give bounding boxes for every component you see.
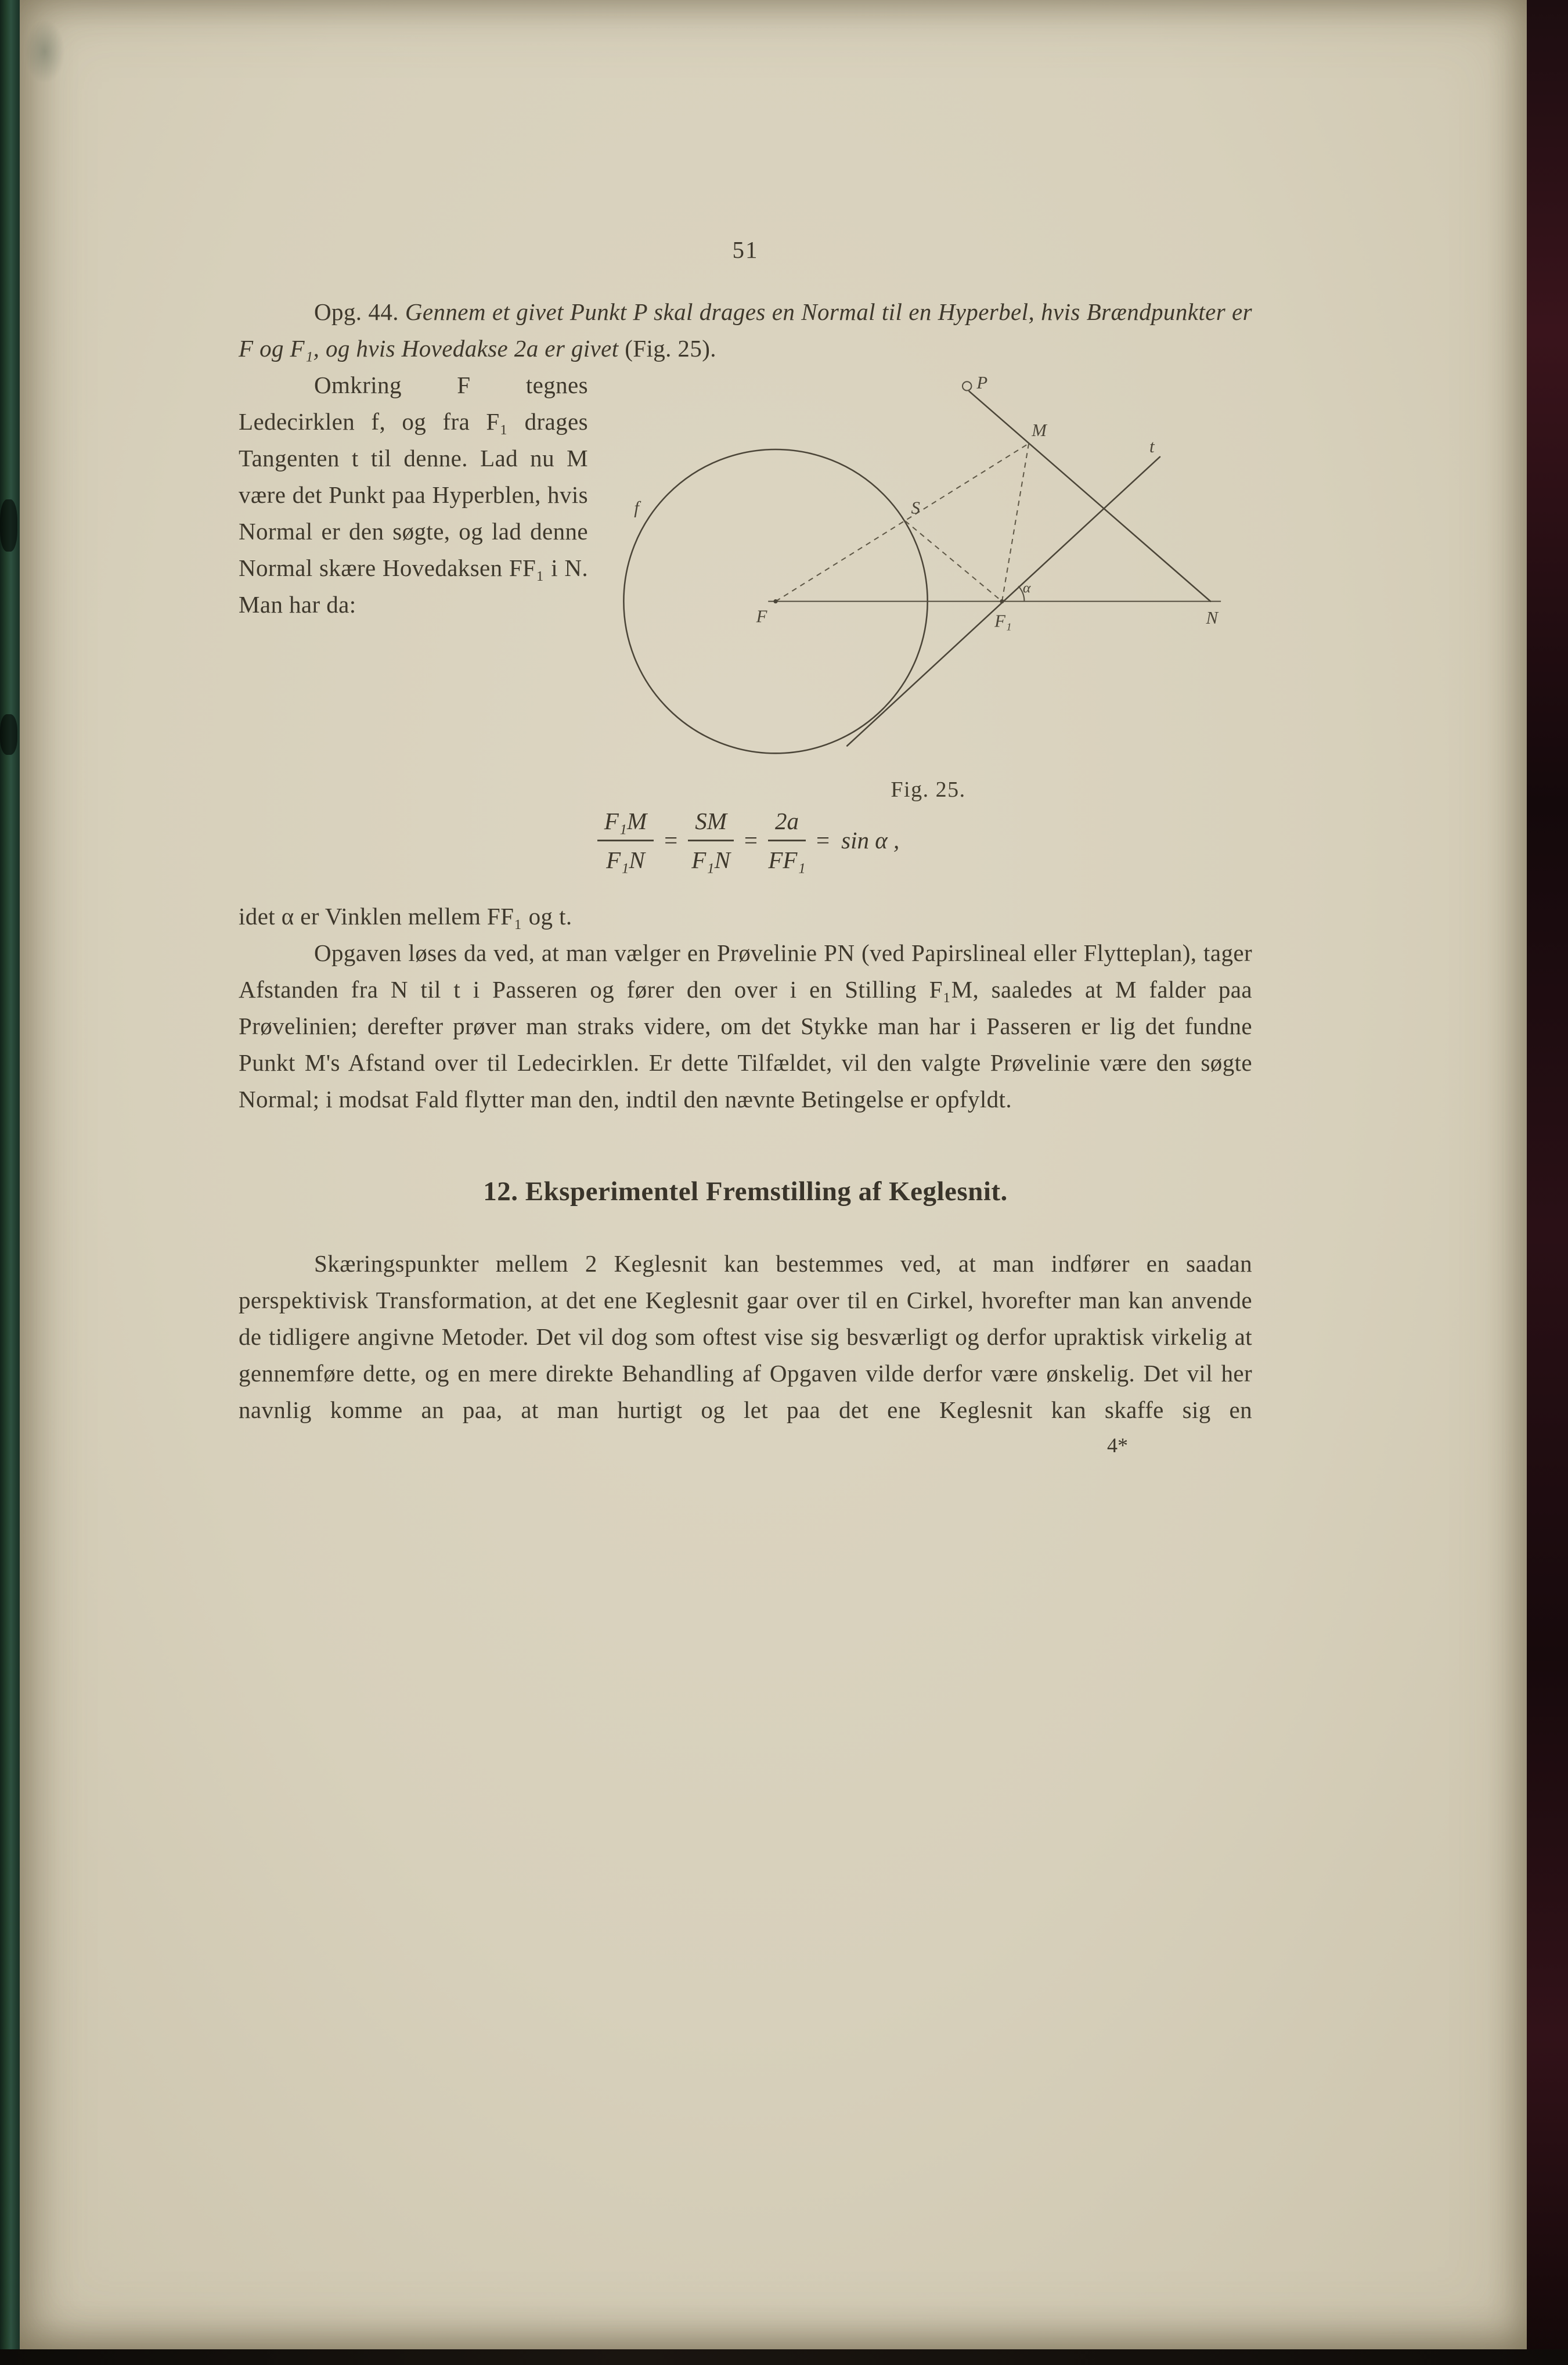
problem-statement [239, 294, 1252, 367]
point-F-dot [773, 599, 777, 603]
label-f: f [634, 498, 639, 518]
equation [239, 807, 1252, 874]
binding-mark [0, 714, 17, 755]
left-binding-strip [0, 0, 20, 2365]
binding-mark [0, 499, 17, 552]
normal-line [969, 391, 1211, 602]
fraction-1-denominator: F₁N [606, 846, 645, 873]
problem-label: Opg. 44. [314, 298, 399, 325]
right-binding-strip [1527, 0, 1568, 2365]
after-formula-paragraph: idet α er Vinklen mellem FF₁ og t. [239, 902, 572, 930]
label-alpha: α [1022, 579, 1031, 596]
problem-text: Gennem et givet Punkt P skal drages en Normal til en Hyperbel, hvis Brændpunkter er F og F₁, og hvis Hovedakse 2a er givet [239, 298, 1252, 362]
page-number: 51 [732, 236, 759, 263]
figure-25 [604, 370, 1252, 802]
point-P-marker [963, 381, 971, 390]
formula-result: sin α , [841, 827, 900, 854]
page-content [239, 0, 1252, 1457]
label-M: M [1032, 420, 1047, 440]
dashed-F-to-M-line [776, 444, 1029, 602]
equals-sign: = [816, 827, 830, 854]
equals-sign: = [664, 827, 678, 854]
fraction-2-numerator: SM [688, 807, 734, 841]
label-F1: F₁ [994, 611, 1012, 631]
figure-caption: Fig. 25. [891, 777, 966, 802]
signature-mark: 4* [1107, 1433, 1128, 1457]
point-F1-dot [1000, 599, 1004, 603]
fraction-2-denominator: F₁N [691, 846, 730, 873]
label-F: F [756, 606, 767, 627]
fraction-1-numerator: F₁M [597, 807, 654, 841]
fraction-3-denominator: FF₁ [768, 846, 806, 873]
label-N: N [1206, 608, 1218, 628]
construction-paragraph: Omkring F tegnes Ledecirklen f, og fra F₁ drages Tangenten t til denne. Lad nu M være det Punkt paa Hyperblen, hvis Normal er den søgte, og lad denne Normal skære Hovedaksen FF₁ i N. Man har da: [239, 372, 588, 618]
section-heading: 12. Eksperimentel Fremstilling af Keglesnit. [483, 1176, 1008, 1207]
label-t: t [1149, 437, 1155, 457]
book-page [20, 0, 1527, 2349]
dashed-S-to-F1-line [905, 521, 1002, 602]
fraction-1 [597, 807, 654, 874]
bottom-edge [0, 2349, 1568, 2365]
figure-reference: (Fig. 25). [625, 335, 716, 362]
fraction-2 [688, 807, 734, 874]
section-paragraph: Skæringspunkter mellem 2 Keglesnit kan bestemmes ved, at man indfører en saadan perspektivisk Transformation, at det ene Keglesnit gaar over til en Cirkel, hvorefter man kan anvende de tidligere angivne Metoder. Det vil dog som oftest vise sig besværligt og derfor upraktisk virkelig at gennemføre dette, og en mere direkte Behandling af Opgaven vilde derfor være ønskelig. Det vil her navnlig komme an paa, at man hurtigt og let paa det ene Keglesnit kan skaffe sig en [239, 1250, 1252, 1423]
fraction-3 [768, 807, 806, 874]
method-paragraph: Opgaven løses da ved, at man vælger en Prøvelinie PN (ved Papirslineal eller Flytteplan), tager Afstanden fra N til t i Passeren og fører den over i en Stilling F₁M, saaledes at M falder paa Prøvelinien; derefter prøver man straks videre, om det Stykke man har i Passeren er lig det fundne Punkt M's Afstand over til Ledecirklen. Er dette Tilfældet, vil den valgte Prøvelinie være den søgte Normal; i modsat Fald flytter man den, indtil den nævnte Betingelse er opfyldt. [239, 939, 1252, 1113]
fig-25-diagram [604, 370, 1252, 776]
label-P: P [976, 372, 988, 393]
equals-sign: = [744, 827, 758, 854]
label-S: S [911, 498, 920, 518]
dashed-M-to-F1-line [1002, 444, 1029, 602]
fraction-3-numerator: 2a [768, 807, 806, 841]
paper-smudge [24, 20, 65, 84]
